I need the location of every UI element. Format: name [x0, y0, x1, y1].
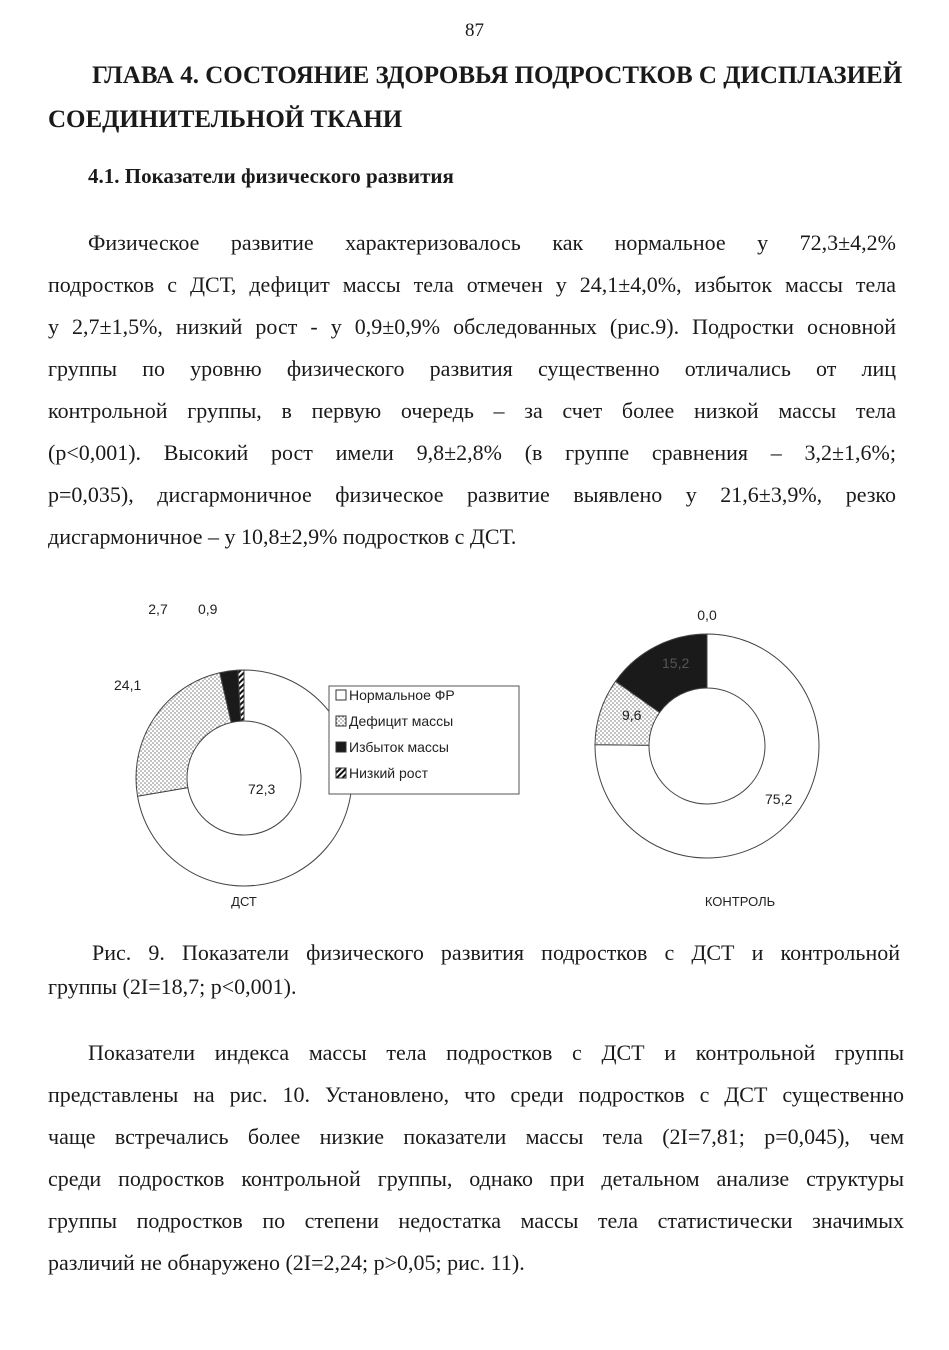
paragraph-line: Показатели индекса массы тела подростков с ДСТ и контрольной группы — [88, 1040, 904, 1065]
segment-deficit — [136, 673, 231, 796]
section-title: 4.1. Показатели физического развития — [88, 164, 454, 188]
paragraph-line: у 2,7±1,5%, низкий рост - у 0,9±0,9% обследованных (рис.9). Подростки основной — [48, 314, 896, 339]
legend-swatch — [336, 690, 346, 700]
data-label: 0,0 — [697, 607, 717, 623]
figure-9-donut-charts — [48, 590, 908, 910]
figure-caption — [48, 936, 900, 1004]
data-label: 9,6 — [622, 707, 642, 723]
paragraph-line: группы по уровню физического развития существенно отличались от лиц — [48, 356, 896, 381]
data-label: 15,2 — [662, 655, 690, 671]
paragraph-line: подростков с ДСТ, дефицит массы тела отмечен у 24,1±4,0%, избыток массы тела — [48, 272, 896, 297]
donut-chart-dst — [114, 601, 352, 886]
caption-line: группы (2I=18,7; p<0,001). — [48, 974, 297, 999]
chapter-title — [48, 54, 908, 142]
legend-swatch — [336, 742, 346, 752]
chart-label-dst: ДСТ — [231, 894, 257, 909]
paragraph-line: p=0,035), дисгармоничное физическое развитие выявлено у 21,6±3,9%, резко — [48, 482, 896, 507]
legend-label: Нормальное ФР — [349, 687, 455, 703]
paragraph-line: группы подростков по степени недостатка массы тела статистически значимых — [48, 1208, 904, 1233]
chart-label-control: КОНТРОЛЬ — [704, 894, 776, 909]
paragraph-line: дисгармоничное – у 10,8±2,9% подростков с ДСТ. — [48, 524, 517, 549]
chapter-title-line-2: СОЕДИНИТЕЛЬНОЙ ТКАНИ — [48, 106, 403, 133]
data-label: 2,7 — [148, 601, 168, 617]
donut-chart-control — [595, 607, 819, 858]
paragraph-line: (p<0,001). Высокий рост имели 9,8±2,8% (в группе сравнения – 3,2±1,6%; — [48, 440, 896, 465]
data-label: 75,2 — [765, 791, 793, 807]
legend-swatch — [336, 716, 346, 726]
data-label: 72,3 — [248, 781, 276, 797]
paragraph-line: представлены на рис. 10. Установлено, что среди подростков с ДСТ существенно — [48, 1082, 904, 1107]
paragraph-line: среди подростков контрольной группы, однако при детальном анализе структуры — [48, 1166, 904, 1191]
paragraph-line: Физическое развитие характеризовалось как нормальное у 72,3±4,2% — [88, 230, 896, 255]
data-label: 24,1 — [114, 677, 142, 693]
paragraph-line: контрольной группы, в первую очередь – за счет более низкой массы тела — [48, 398, 896, 423]
legend-swatch — [336, 768, 346, 778]
legend-label: Избыток массы — [349, 739, 449, 755]
caption-line: Рис. 9. Показатели физического развития подростков с ДСТ и контрольной — [92, 940, 900, 965]
data-label: 0,9 — [198, 601, 218, 617]
paragraph-bmi — [48, 1032, 904, 1284]
page-number: 87 — [465, 20, 484, 41]
chart-legend — [329, 686, 519, 794]
paragraph-physical-development — [48, 222, 896, 558]
legend-label: Дефицит массы — [349, 713, 454, 729]
chapter-title-line-1: ГЛАВА 4. СОСТОЯНИЕ ЗДОРОВЬЯ ПОДРОСТКОВ С ДИСПЛАЗИЕЙ — [92, 62, 903, 89]
legend-label: Низкий рост — [349, 765, 428, 781]
paragraph-line: различий не обнаружено (2I=2,24; p>0,05; рис. 11). — [48, 1250, 525, 1275]
paragraph-line: чаще встречались более низкие показатели массы тела (2I=7,81; p=0,045), чем — [48, 1124, 904, 1149]
